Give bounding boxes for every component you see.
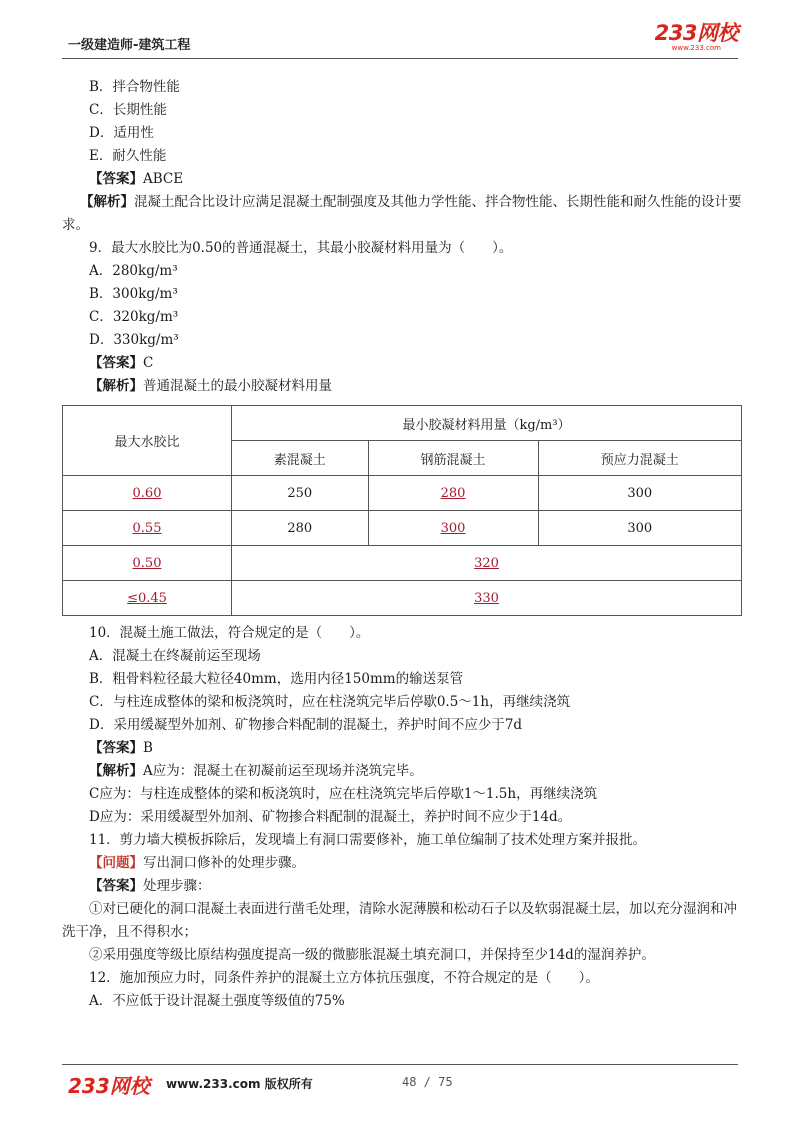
q10-option-c: C．与柱连成整体的梁和板浇筑时，应在柱浇筑完毕后停歇0.5～1h，再继续浇筑	[89, 694, 571, 710]
logo-url: www.233.com	[671, 44, 721, 52]
q9-option-a: A．280kg/m³	[89, 263, 178, 279]
ratio-link[interactable]: 0.60	[132, 485, 162, 501]
table-row	[63, 476, 742, 511]
cell-plain: 280	[232, 511, 369, 546]
option-e: E．耐久性能	[89, 148, 167, 164]
footer-logo[interactable]: 233网校	[68, 1074, 150, 1098]
ratio-link[interactable]: ≤0.45	[127, 590, 167, 606]
explanation-8	[62, 191, 742, 237]
subheader-rc: 钢筋混凝土	[368, 441, 538, 476]
footer-copyright: www.233.com 版权所有	[166, 1077, 313, 1091]
q10-option-d: D．采用缓凝型外加剂、矿物掺合料配制的混凝土，养护时间不应少于7d	[89, 717, 523, 733]
answer-tag: 【答案】	[89, 355, 143, 371]
q10-option-a: A．混凝土在终凝前运至现场	[89, 648, 261, 664]
explanation-text: A应为：混凝土在初凝前运至现场并浇筑完毕。	[143, 763, 423, 779]
option-b: B．拌合物性能	[89, 79, 180, 95]
table-row	[63, 546, 742, 581]
q12-option-a: A．不应低于设计混凝土强度等级值的75%	[89, 993, 345, 1009]
answer-value: ABCE	[143, 171, 184, 187]
answer-value: 处理步骤：	[143, 878, 211, 894]
cell-pc: 300	[538, 511, 741, 546]
page-footer	[62, 1070, 738, 1096]
explanation-tag: 【解析】	[89, 763, 143, 779]
option-c: C．长期性能	[89, 102, 167, 118]
explanation-text: 普通混凝土的最小胶凝材料用量	[143, 378, 332, 394]
merged-link[interactable]: 320	[474, 555, 499, 571]
question-11-prompt	[62, 852, 742, 875]
subheader-pc: 预应力混凝土	[538, 441, 741, 476]
rc-link[interactable]: 280	[440, 485, 466, 501]
question-12: 12．施加预应力时，同条件养护的混凝土立方体抗压强度，不符合规定的是（ ）。	[89, 970, 599, 986]
question-tag: 【问题】	[89, 855, 143, 871]
header-binder-group: 最小胶凝材料用量（kg/m³）	[232, 406, 742, 441]
page-header	[62, 22, 738, 58]
question-11: 11．剪力墙大模板拆除后，发现墙上有洞口需要修补，施工单位编制了技术处理方案并报批。	[89, 832, 647, 848]
header-ratio: 最大水胶比	[63, 406, 232, 476]
answer-tag: 【答案】	[89, 740, 143, 756]
answer-tag: 【答案】	[89, 171, 143, 187]
answer-11-step-1: ①对已硬化的洞口混凝土表面进行凿毛处理，清除水泥薄膜和松动石子以及软弱混凝土层，加以充分湿润和冲洗干净，且不得积水；	[62, 901, 737, 940]
q9-option-d: D．330kg/m³	[89, 332, 179, 348]
q10-option-b: B．粗骨料粒径最大粒径40mm，选用内径150mm的输送泵管	[89, 671, 464, 687]
site-logo[interactable]	[655, 22, 738, 52]
explanation-10-c: C应为：与柱连成整体的梁和板浇筑时，应在柱浇筑完毕后停歇1～1.5h，再继续浇筑	[89, 786, 598, 802]
explanation-text: 混凝土配合比设计应满足混凝土配制强度及其他力学性能、拌合物性能、长期性能和耐久性能的设计要求。	[62, 194, 742, 233]
rc-link[interactable]: 300	[440, 520, 466, 536]
answer-11-step-2: ②采用强度等级比原结构强度提高一级的微膨胀混凝土填充洞口，并保持至少14d的湿润养护。	[89, 947, 655, 963]
answer-9	[62, 352, 742, 375]
table-row	[63, 581, 742, 616]
explanation-tag: 【解析】	[89, 378, 143, 394]
logo-text: 233网校	[654, 21, 738, 45]
explanation-9	[62, 375, 742, 398]
ratio-link[interactable]: 0.50	[132, 555, 162, 571]
subheader-plain: 素混凝土	[232, 441, 369, 476]
ratio-link[interactable]: 0.55	[132, 520, 162, 536]
explanation-10	[62, 760, 742, 783]
option-d: D．适用性	[89, 125, 154, 141]
q9-option-b: B．300kg/m³	[89, 286, 178, 302]
table-row	[63, 511, 742, 546]
header-divider	[62, 58, 738, 59]
explanation-10-d: D应为：采用缓凝型外加剂、矿物掺合料配制的混凝土，养护时间不应少于14d。	[89, 809, 572, 825]
cell-pc: 300	[538, 476, 741, 511]
explanation-tag: 【解析】	[80, 194, 134, 210]
document-body	[62, 76, 742, 1013]
question-10: 10．混凝土施工做法，符合规定的是（ ）。	[89, 625, 370, 641]
question-text: 写出洞口修补的处理步骤。	[143, 855, 305, 871]
answer-value: C	[143, 355, 154, 371]
cell-plain: 250	[232, 476, 369, 511]
page-number: 48 / 75	[402, 1075, 453, 1089]
answer-value: B	[143, 740, 153, 756]
answer-10	[62, 737, 742, 760]
binder-table	[62, 405, 742, 616]
footer-divider	[62, 1064, 738, 1065]
answer-tag: 【答案】	[89, 878, 143, 894]
merged-link[interactable]: 330	[474, 590, 499, 606]
question-9: 9．最大水胶比为0.50的普通混凝土，其最小胶凝材料用量为（ ）。	[89, 240, 513, 256]
answer-8	[62, 168, 742, 191]
header-title: 一级建造师-建筑工程	[68, 38, 191, 53]
q9-option-c: C．320kg/m³	[89, 309, 179, 325]
answer-11	[62, 875, 742, 898]
